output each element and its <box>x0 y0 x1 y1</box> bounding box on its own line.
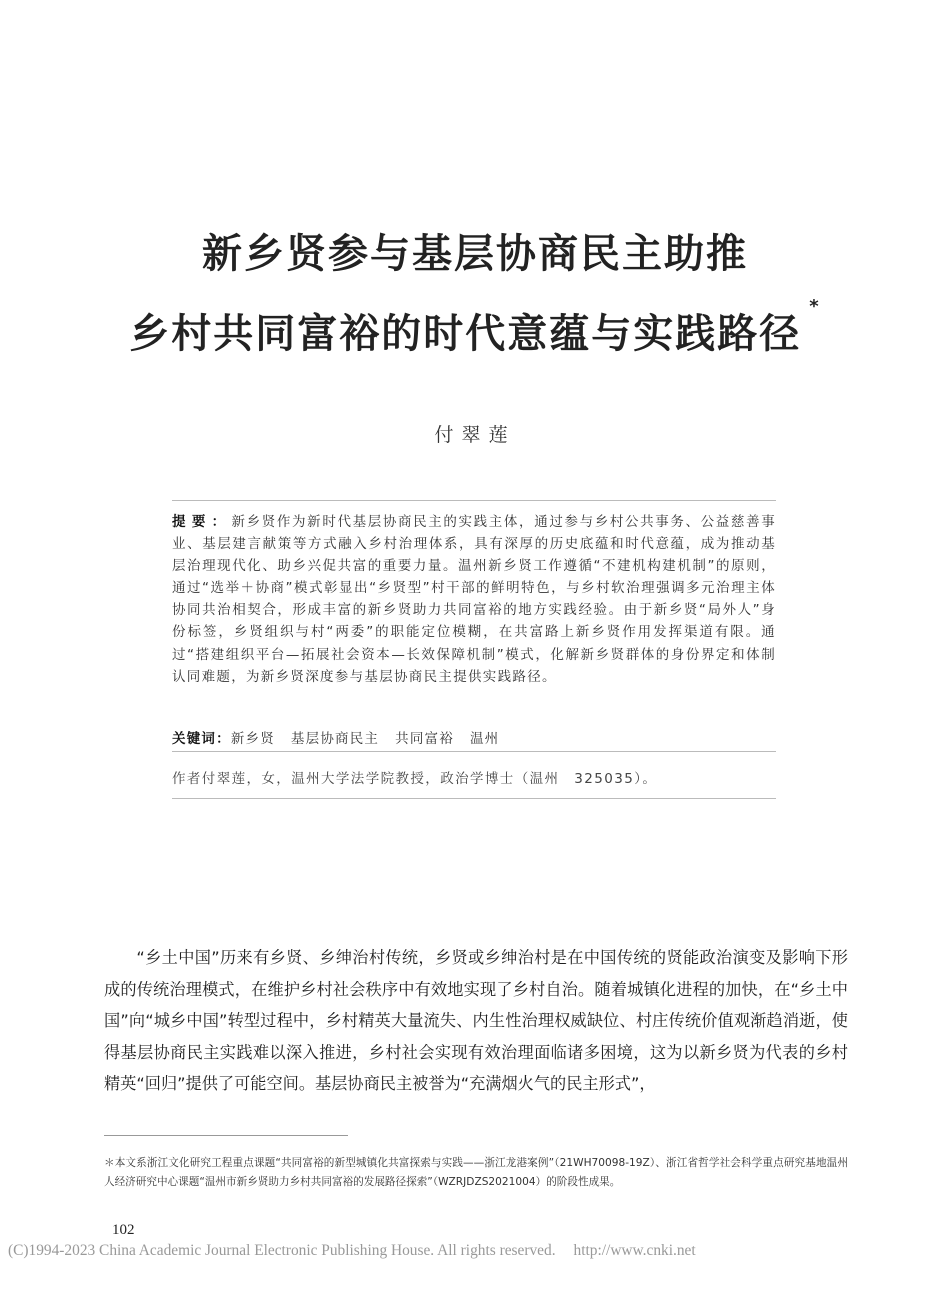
page-number: 102 <box>112 1222 135 1238</box>
article-title-line-2-text: 乡村共同富裕的时代意蕴与实践路径 <box>129 311 802 357</box>
footnote-rule <box>104 1135 348 1136</box>
footnote: ＊本文系浙江文化研究工程重点课题“共同富裕的新型城镇化共富探索与实践——浙江龙港案例”（21WH70098-19Z）、浙江省哲学社会科学重点研究基地温州人经济研究中心课题“温州市新乡贤助力乡村共同富裕的发展路径探索”（WZRJDZS2021004）的阶段性成果。 <box>104 1157 848 1188</box>
copyright-text: (C)1994-2023 China Academic Journal Electronic Publishing House. All rights reserved. <box>8 1242 556 1259</box>
article-title-line-1: 新乡贤参与基层协商民主助推 <box>202 231 748 277</box>
abstract-top-rule <box>172 500 776 501</box>
abstract <box>172 511 776 688</box>
keywords-bottom-rule <box>172 751 776 752</box>
keywords <box>172 727 776 747</box>
title-footnote-mark[interactable]: * <box>809 296 821 317</box>
keyword: 新乡贤 <box>230 731 275 747</box>
author-info-bottom-rule <box>172 798 776 799</box>
copyright-watermark <box>8 1242 942 1260</box>
body-paragraph: “乡土中国”历来有乡贤、乡绅治村传统，乡贤或乡绅治村是在中国传统的贤能政治演变及影响下形成的传统治理模式，在维护乡村社会秩序中有效地实现了乡村自治。随着城镇化进程的加快，在“乡土中国”向“城乡中国”转型过程中，乡村精英大量流失、内生性治理权威缺位、村庄传统价值观渐趋消逝，使得基层协商民主实践难以深入推进，乡村社会实现有效治理面临诸多困境，这为以新乡贤为代表的乡村精英“回归”提供了可能空间。基层协商民主被誉为“充满烟火气的民主形式”， <box>104 948 848 1094</box>
abstract-text: 新乡贤作为新时代基层协商民主的实践主体，通过参与乡村公共事务、公益慈善事业、基层建言献策等方式融入乡村治理体系，具有深厚的历史底蕴和时代意蕴，成为推动基层治理现代化、助乡兴促共富的重要力量。温州新乡贤工作遵循“不建机构建机制”的原则，通过“选举＋协商”模式彰显出“乡贤型”村干部的鲜明特色，与乡村软治理强调多元治理主体协同共治相契合，形成丰富的新乡贤助力共同富裕的地方实践经验。由于新乡贤“局外人”身份标签，乡贤组织与村“两委”的职能定位模糊，在共富路上新乡贤作用发挥渠道有限。通过“搭建组织平台—拓展社会资本—长效保障机制”模式，化解新乡贤群体的身份界定和体制认同难题，为新乡贤深度参与基层协商民主提供实践路径。 <box>172 514 776 685</box>
keywords-label: 关键词： <box>172 731 231 747</box>
keyword: 温州 <box>469 731 500 747</box>
author-info: 作者付翠莲，女，温州大学法学院教授，政治学博士（温州 325035）。 <box>172 771 658 787</box>
keyword: 共同富裕 <box>395 731 454 747</box>
article-title-line-2 <box>0 296 950 359</box>
author-name: 付翠莲 <box>434 424 516 446</box>
keyword: 基层协商民主 <box>290 731 380 747</box>
abstract-label: 提要： <box>172 514 232 530</box>
cnki-link[interactable]: http://www.cnki.net <box>573 1242 696 1259</box>
